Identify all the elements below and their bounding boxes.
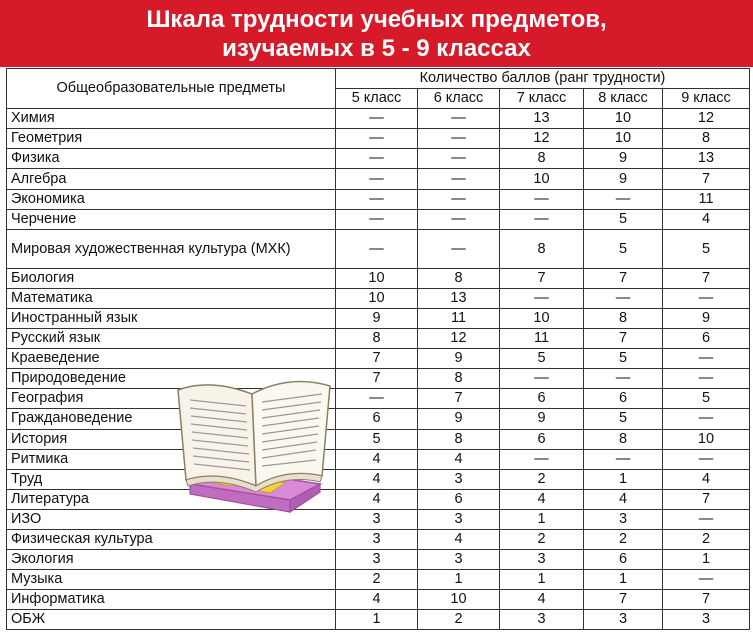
score-cell: 1: [500, 509, 584, 529]
score-cell: 6: [584, 550, 663, 570]
score-cell: —: [663, 288, 750, 308]
difficulty-table: [6, 68, 750, 630]
score-cell: 3: [584, 509, 663, 529]
score-cell: 1: [500, 570, 584, 590]
score-cell: 9: [418, 409, 500, 429]
score-cell: —: [418, 149, 500, 169]
subject-cell: Экология: [7, 550, 336, 570]
score-cell: 3: [663, 610, 750, 630]
score-cell: 1: [663, 550, 750, 570]
subject-cell: Иностранный язык: [7, 308, 336, 328]
table-row: [7, 209, 750, 229]
subject-cell: Граждановедение: [7, 409, 336, 429]
score-cell: 1: [418, 570, 500, 590]
subject-cell: История: [7, 429, 336, 449]
score-cell: 8: [418, 369, 500, 389]
score-cell: —: [663, 369, 750, 389]
grade-5-header: 5 класс: [336, 89, 418, 109]
score-cell: 7: [336, 369, 418, 389]
table-row: [7, 389, 750, 409]
score-cell: 1: [584, 469, 663, 489]
score-cell: 4: [336, 449, 418, 469]
score-cell: 3: [336, 529, 418, 549]
score-cell: 13: [418, 288, 500, 308]
score-cell: 12: [663, 109, 750, 129]
score-cell: 9: [584, 169, 663, 189]
table-row: [7, 570, 750, 590]
score-column-header: Количество баллов (ранг трудности): [336, 69, 750, 89]
score-cell: —: [336, 189, 418, 209]
score-cell: 3: [418, 469, 500, 489]
score-cell: 4: [336, 489, 418, 509]
score-cell: 8: [663, 129, 750, 149]
subject-cell: Геометрия: [7, 129, 336, 149]
score-cell: —: [584, 449, 663, 469]
score-cell: 4: [584, 489, 663, 509]
score-cell: 8: [418, 429, 500, 449]
score-cell: —: [418, 229, 500, 268]
grade-6-header: 6 класс: [418, 89, 500, 109]
score-cell: 8: [336, 329, 418, 349]
score-cell: —: [663, 349, 750, 369]
score-cell: 8: [418, 268, 500, 288]
score-cell: —: [584, 369, 663, 389]
page-title: [0, 0, 753, 67]
table-row: [7, 369, 750, 389]
score-cell: —: [418, 209, 500, 229]
subject-cell: ОБЖ: [7, 610, 336, 630]
score-cell: 10: [663, 429, 750, 449]
score-cell: 10: [418, 590, 500, 610]
score-cell: 3: [336, 509, 418, 529]
grade-8-header: 8 класс: [584, 89, 663, 109]
score-cell: 2: [584, 529, 663, 549]
table-row: [7, 189, 750, 209]
score-cell: 1: [336, 610, 418, 630]
table-row: [7, 550, 750, 570]
score-cell: 7: [663, 268, 750, 288]
score-cell: 9: [663, 308, 750, 328]
score-cell: 4: [500, 489, 584, 509]
table-row: [7, 509, 750, 529]
score-cell: 8: [500, 229, 584, 268]
score-cell: 6: [500, 389, 584, 409]
score-cell: —: [336, 389, 418, 409]
subject-cell: Краеведение: [7, 349, 336, 369]
score-cell: 4: [418, 529, 500, 549]
table-row: [7, 308, 750, 328]
score-cell: —: [663, 409, 750, 429]
score-cell: 3: [584, 610, 663, 630]
score-cell: 6: [418, 489, 500, 509]
score-cell: 7: [336, 349, 418, 369]
subject-column-header: Общеобразовательные предметы: [7, 69, 336, 109]
score-cell: 7: [663, 489, 750, 509]
score-cell: —: [336, 149, 418, 169]
score-cell: 2: [336, 570, 418, 590]
score-cell: —: [336, 209, 418, 229]
table-row: [7, 590, 750, 610]
score-cell: 6: [584, 389, 663, 409]
subject-cell: Природоведение: [7, 369, 336, 389]
score-cell: —: [584, 288, 663, 308]
score-cell: —: [418, 129, 500, 149]
table-row: [7, 129, 750, 149]
table-row: [7, 288, 750, 308]
score-cell: 5: [663, 229, 750, 268]
score-cell: 5: [663, 389, 750, 409]
score-cell: 3: [500, 550, 584, 570]
table-row: [7, 349, 750, 369]
grade-7-header: 7 класс: [500, 89, 584, 109]
score-cell: 4: [663, 469, 750, 489]
score-cell: 9: [418, 349, 500, 369]
subject-cell: Биология: [7, 268, 336, 288]
score-cell: 13: [500, 109, 584, 129]
score-cell: 6: [663, 329, 750, 349]
score-cell: —: [500, 369, 584, 389]
score-cell: 8: [500, 149, 584, 169]
score-cell: 2: [500, 469, 584, 489]
score-cell: 9: [336, 308, 418, 328]
score-cell: 8: [584, 308, 663, 328]
score-cell: 3: [336, 550, 418, 570]
table-row: [7, 489, 750, 509]
score-cell: —: [500, 288, 584, 308]
score-cell: —: [500, 449, 584, 469]
table-row: [7, 529, 750, 549]
score-cell: —: [418, 169, 500, 189]
table-row: [7, 449, 750, 469]
subject-cell: География: [7, 389, 336, 409]
score-cell: —: [336, 109, 418, 129]
score-cell: —: [418, 189, 500, 209]
score-cell: —: [336, 169, 418, 189]
score-cell: 10: [500, 308, 584, 328]
score-cell: 5: [500, 349, 584, 369]
subject-cell: Русский язык: [7, 329, 336, 349]
score-cell: 5: [584, 349, 663, 369]
subject-cell: Информатика: [7, 590, 336, 610]
table-row: [7, 610, 750, 630]
score-cell: 7: [584, 268, 663, 288]
score-cell: 3: [418, 509, 500, 529]
score-cell: 10: [336, 288, 418, 308]
score-cell: 5: [584, 229, 663, 268]
subject-cell: Физика: [7, 149, 336, 169]
score-cell: 4: [336, 469, 418, 489]
score-cell: 4: [663, 209, 750, 229]
subject-cell: Алгебра: [7, 169, 336, 189]
score-cell: 7: [584, 590, 663, 610]
table-row: [7, 469, 750, 489]
score-cell: —: [500, 189, 584, 209]
subject-cell: Химия: [7, 109, 336, 129]
subject-cell: Мировая художественная культура (МХК): [7, 229, 336, 268]
subject-cell: Математика: [7, 288, 336, 308]
subject-cell: Физическая культура: [7, 529, 336, 549]
score-cell: 11: [500, 329, 584, 349]
score-cell: 2: [663, 529, 750, 549]
score-cell: —: [336, 129, 418, 149]
score-cell: —: [663, 509, 750, 529]
score-cell: —: [336, 229, 418, 268]
score-cell: 4: [336, 590, 418, 610]
table-body: [7, 109, 750, 630]
score-cell: 5: [336, 429, 418, 449]
score-cell: 1: [584, 570, 663, 590]
table-row: [7, 169, 750, 189]
score-cell: 3: [500, 610, 584, 630]
score-cell: 12: [418, 329, 500, 349]
score-cell: —: [584, 189, 663, 209]
score-cell: 2: [418, 610, 500, 630]
score-cell: —: [418, 109, 500, 129]
subject-cell: Литература: [7, 489, 336, 509]
subject-cell: Черчение: [7, 209, 336, 229]
table-row: [7, 229, 750, 268]
subject-cell: Труд: [7, 469, 336, 489]
table-row: [7, 149, 750, 169]
score-cell: 4: [418, 449, 500, 469]
score-cell: 10: [584, 109, 663, 129]
score-cell: 5: [584, 209, 663, 229]
score-cell: 9: [584, 149, 663, 169]
score-cell: 10: [500, 169, 584, 189]
score-cell: 2: [500, 529, 584, 549]
score-cell: 7: [500, 268, 584, 288]
score-cell: 10: [336, 268, 418, 288]
score-cell: 12: [500, 129, 584, 149]
score-cell: —: [663, 449, 750, 469]
score-cell: 11: [663, 189, 750, 209]
score-cell: 8: [584, 429, 663, 449]
title-line-2: изучаемых в 5 - 9 классах: [222, 35, 531, 62]
score-cell: 13: [663, 149, 750, 169]
table-row: [7, 109, 750, 129]
subject-cell: Ритмика: [7, 449, 336, 469]
table-row: [7, 429, 750, 449]
score-cell: 6: [336, 409, 418, 429]
score-cell: 7: [418, 389, 500, 409]
score-cell: 10: [584, 129, 663, 149]
score-cell: 9: [500, 409, 584, 429]
table-row: [7, 268, 750, 288]
score-cell: 11: [418, 308, 500, 328]
table-row: [7, 329, 750, 349]
subject-cell: ИЗО: [7, 509, 336, 529]
score-cell: 3: [418, 550, 500, 570]
subject-cell: Музыка: [7, 570, 336, 590]
table-row: [7, 409, 750, 429]
score-cell: 6: [500, 429, 584, 449]
score-cell: 4: [500, 590, 584, 610]
subject-cell: Экономика: [7, 189, 336, 209]
grade-9-header: 9 класс: [663, 89, 750, 109]
title-line-1: Шкала трудности учебных предметов,: [146, 6, 607, 33]
score-cell: —: [663, 570, 750, 590]
score-cell: 7: [663, 169, 750, 189]
score-cell: 7: [584, 329, 663, 349]
score-cell: 7: [663, 590, 750, 610]
score-cell: —: [500, 209, 584, 229]
score-cell: 5: [584, 409, 663, 429]
